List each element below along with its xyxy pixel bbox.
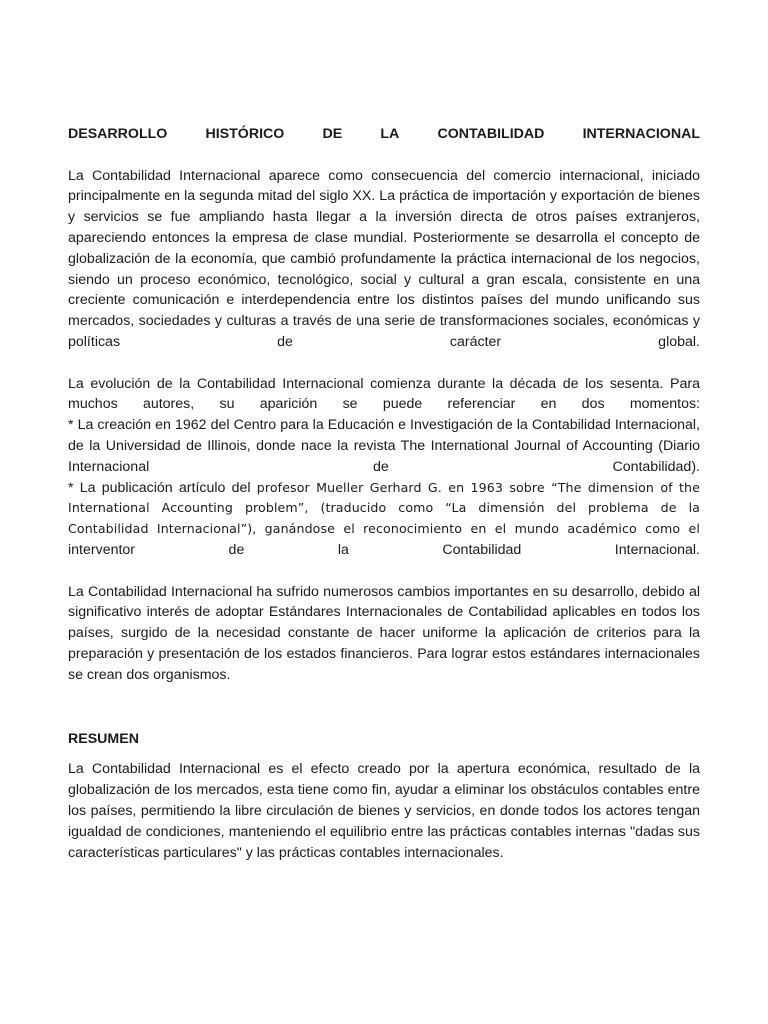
resumen-heading: RESUMEN	[68, 730, 139, 747]
document-body	[68, 124, 700, 884]
paragraph-origin: La Contabilidad Internacional aparece como consecuencia del comercio internacional, iniciado principalmente en la segunda mitad del siglo XX. La práctica de importación y exportación de bienes y servicios se fue ampliando hasta llegar a la inversión directa de otros países extranjeros, apareciendo entonces la empresa de clase mundial. Posteriormente se desarrolla el concepto de globalización de la economía, que cambió profundamente la práctica internacional de los negocios, siendo un proceso económico, tecnológico, social y cultural a gran escala, consistente en una creciente comunicación e interdependencia entre los distintos países del mundo unificando sus mercados, sociedades y culturas a través de una serie de transformaciones sociales, económicas y políticas de carácter global.	[68, 167, 700, 350]
evolution-intro: La evolución de la Contabilidad Internacional comienza durante la década de los sesenta. Para muchos autores, su aparición se puede referenciar en dos momentos:	[68, 375, 700, 413]
title-word: LA	[380, 126, 400, 142]
evolution-bullet-2-end: interventor de la Contabilidad Internacional.	[68, 541, 700, 558]
title-word: DESARROLLO	[68, 126, 168, 142]
paragraph-evolution	[68, 374, 700, 561]
bullet-2-reference: profesor Mueller Gerhard G. en 1963 sobre “The dimension of the International Accounting problem”, (traducido como “La dimensión del problema de la Contabilidad Internacional”), ganándose el reconocimiento en el mundo académico como el	[68, 479, 700, 537]
bullet-2-start: * La publicación artículo del	[68, 479, 257, 496]
title-word: DE	[322, 126, 343, 142]
paragraph-resumen: La Contabilidad Internacional es el efecto creado por la apertura económica, resultado de la globalización de los mercados, esta tiene como fin, ayudar a eliminar los obstáculos contables entre los países, permitiendo la libre circulación de bienes y servicios, en donde todos los actores tengan igualdad de condiciones, manteniendo el equilibrio entre las prácticas contables internas "dadas sus características particulares" y las prácticas contables internacionales.	[68, 761, 700, 861]
evolution-bullet-2	[68, 478, 700, 540]
title-word: HISTÓRICO	[205, 126, 285, 142]
evolution-bullet-1: * La creación en 1962 del Centro para la Educación e Investigación de la Contabilidad Internacional, de la Universidad de Illinois, donde nace la revista The International Journal of Accounting (Diario Internacional de Contabilidad).	[68, 417, 700, 475]
paragraph-changes: La Contabilidad Internacional ha sufrido numerosos cambios importantes en su desarrollo, debido al significativo interés de adoptar Estándares Internacionales de Contabilidad aplicables en todos los países, surgido de la necesidad constante de hacer uniforme la aplicación de criterios para la preparación y presentación de los estados financieros. Para lograr estos estándares internacionales se crean dos organismos.	[68, 583, 700, 683]
title-word: CONTABILIDAD	[437, 126, 545, 142]
title-word: INTERNACIONAL	[582, 126, 700, 142]
document-title	[68, 124, 700, 145]
